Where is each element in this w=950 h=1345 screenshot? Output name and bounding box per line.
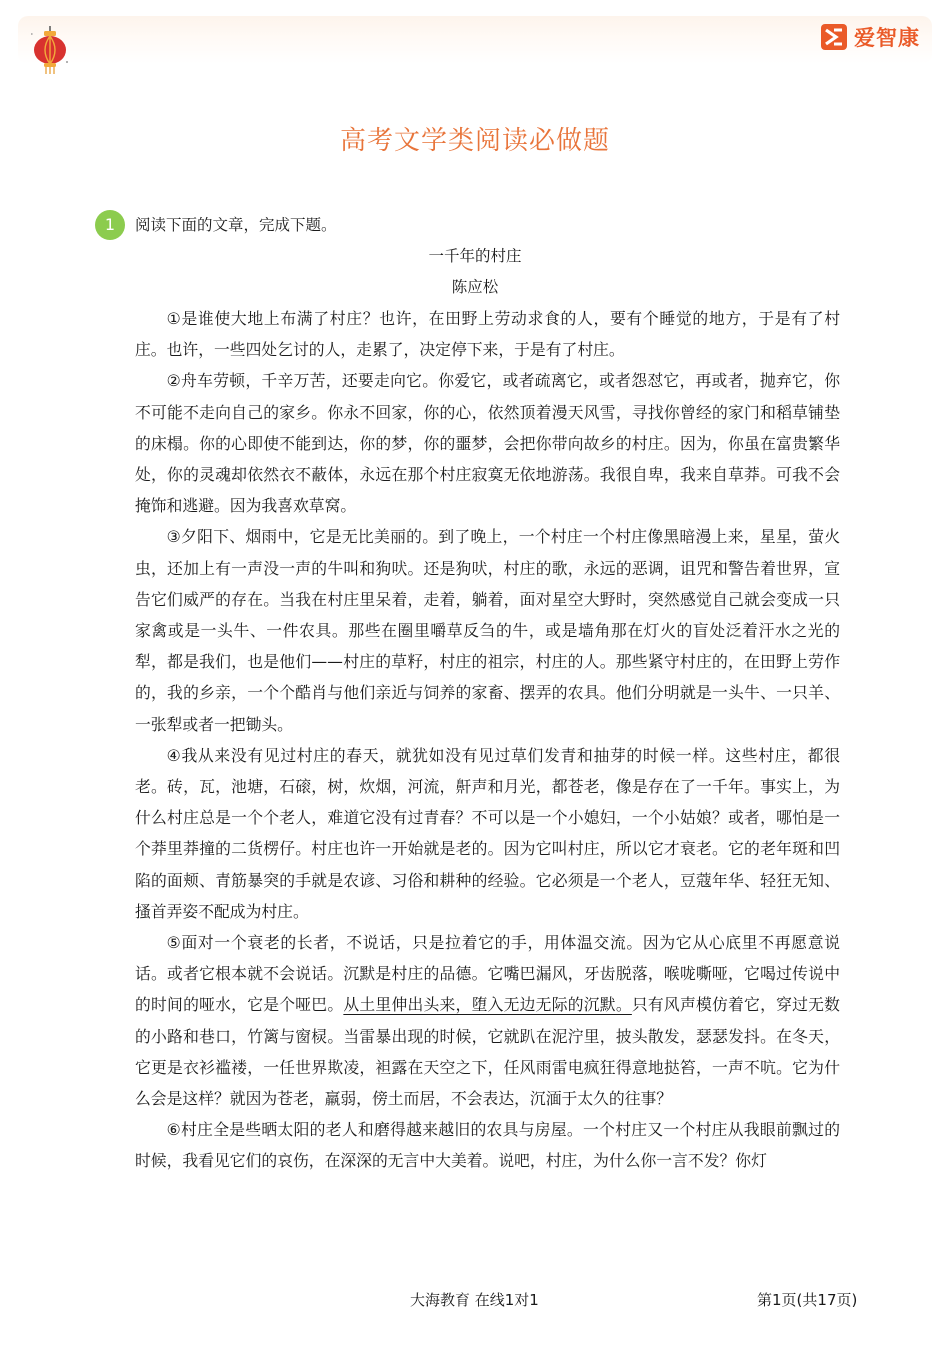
brand-name: 爱智康 (854, 26, 920, 50)
paragraph-5-part-2: 只有风声模仿着它，穿过无数的小路和巷口，竹篱与窗棂。当雷暴出现的时候，它就趴在泥泞里，披头散发，瑟瑟发抖。在冬天，它更是衣衫褴褛，一任世界欺凌，袒露在天空之下，任风雨雷电疯狂得意地挞笞，一声不吭。它为什么会是这样？就因为苍老，羸弱，傍土而居，不会表达，沉湎于太久的往事？ (135, 995, 840, 1109)
footer-page-info: 第1页(共17页) (757, 1291, 858, 1309)
question-number-badge: 1 (95, 210, 125, 240)
article-title: 一千年的村庄 (428, 247, 522, 265)
underlined-sentence: 从土里伸出头来，堕入无边无际的沉默。 (343, 995, 632, 1015)
paragraph-5-part-1: ⑤面对一个衰老的长者，不说话，只是拉着它的手，用体温交流。因为它从心底里不再愿意说话。或者它根本就不会说话。沉默是村庄的品德。它嘴巴漏风，牙齿脱落，喉咙嘶哑，它喝过传说中的时间的哑水，它是个哑巴。 (135, 933, 840, 1015)
paragraph-3: ③夕阳下、烟雨中，它是无比美丽的。到了晚上，一个村庄一个村庄像黑暗漫上来，星星，萤火虫，还加上有一声没一声的牛叫和狗吠。还是狗吠，村庄的歌，永远的恶调，诅咒和警告着世界，宣告它们威严的存在。当我在村庄里呆着，走着，躺着，面对星空大野时，突然感觉自己就会变成一只家禽或是一头牛、一件农具。那些在圈里嚼草反刍的牛，或是墙角那在灯火的盲处泛着汗水之光的犁，都是我们，也是他们——村庄的草籽，村庄的祖宗，村庄的人。那些紧守村庄的，在田野上劳作的，我的乡亲，一个个酷肖与他们亲近与饲养的家畜、摆弄的农具。他们分明就是一头牛、一只羊、一张犁或者一把锄头。 (135, 527, 840, 734)
article-author: 陈应松 (451, 278, 499, 296)
paragraph-6: ⑥村庄全是些晒太阳的老人和磨得越来越旧的农具与房屋。一个村庄又一个村庄从我眼前飘过的时候，我看见它们的哀伤，在深深的无言中大美着。说吧，村庄，为什么你一言不发？你灯 (135, 1120, 840, 1171)
paragraph-2: ②舟车劳顿，千辛万苦，还要走向它。你爱它，或者疏离它，或者怨怼它，再或者，抛弃它，你不可能不走向自己的家乡。你永不回家，你的心，依然顶着漫天风雪，寻找你曾经的家门和稻草铺垫的床榻。你的心即使不能到达，你的梦，你的噩梦，会把你带向故乡的村庄。因为，你虽在富贵繁华处，你的灵魂却依然衣不蔽体，永远在那个村庄寂寞无依地游荡。我很自卑，我来自草莽。可我不会掩饰和逃避。因为我喜欢草窝。 (135, 371, 840, 516)
paragraph-5 (135, 927, 840, 1114)
footer-organization: 大海教育 在线1对1 (410, 1291, 539, 1309)
lantern-icon (28, 26, 72, 74)
paragraph-1: ①是谁使大地上布满了村庄？也许，在田野上劳动求食的人，要有个睡觉的地方，于是有了村庄。也许，一些四处乞讨的人，走累了，决定停下来，于是有了村庄。 (135, 309, 840, 360)
header-bar (18, 16, 932, 64)
article-body (135, 303, 840, 1177)
brand-logo-icon (820, 23, 848, 51)
brand-logo (820, 22, 920, 52)
paragraph-4: ④我从来没有见过村庄的春天，就犹如没有见过草们发青和抽芽的时候一样。这些村庄，都很老。砖，瓦，池塘，石磙，树，炊烟，河流，鼾声和月光，都苍老，像是存在了一千年。事实上，为什么村庄总是一个个老人，难道它没有过青春？不可以是一个小媳妇，一个小姑娘？或者，哪怕是一个莽里莽撞的二货楞仔。村庄也许一开始就是老的。因为它叫村庄，所以它才衰老。它的老年斑和凹陷的面颊、青筋暴突的手就是农谚、习俗和耕种的经验。它必须是一个老人，豆蔻年华、轻狂无知、搔首弄姿不配成为村庄。 (135, 745, 840, 921)
page-title: 高考文学类阅读必做题 (339, 126, 610, 156)
question-prompt: 阅读下面的文章，完成下题。 (135, 216, 337, 234)
